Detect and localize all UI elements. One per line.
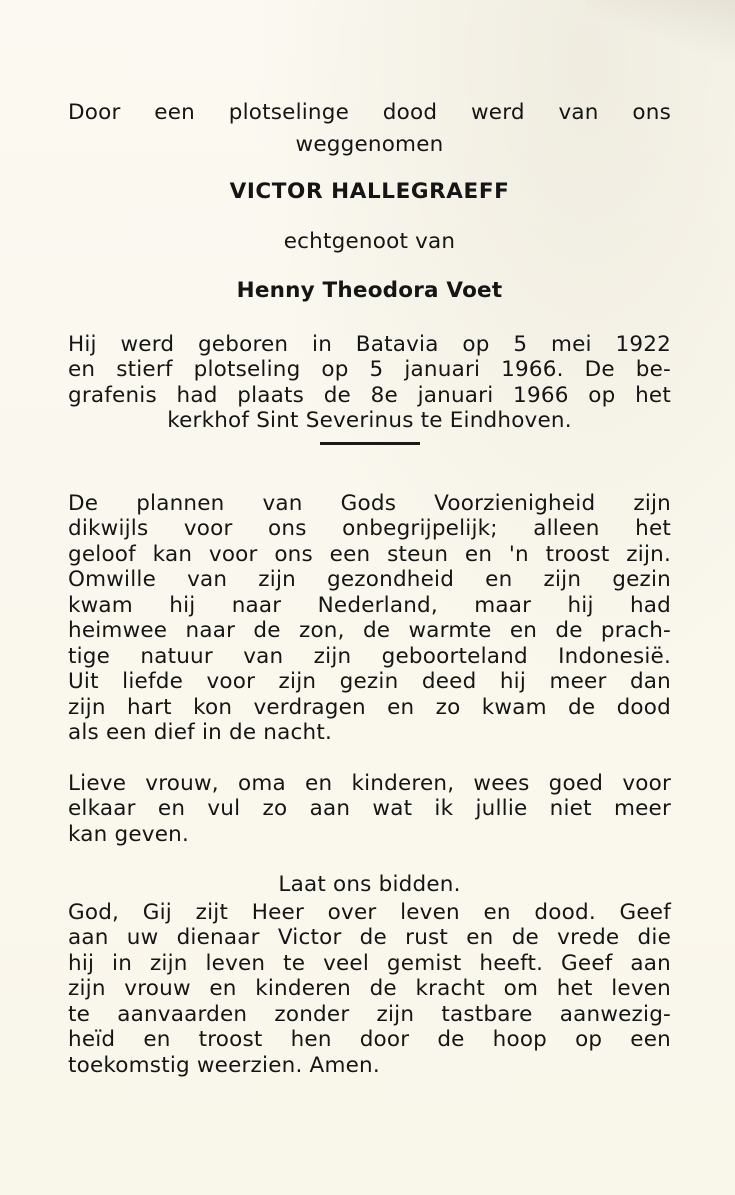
reflection-line: als een dief in de nacht.	[68, 720, 333, 745]
reflection-line: tige natuur van zijn geboorteland Indonesië.	[68, 643, 671, 669]
reflection-paragraph	[68, 491, 671, 746]
reflection-line: De plannen van Gods Voorzienigheid zijn	[68, 490, 671, 516]
reflection-line: geloof kan voor ons een steun en 'n troost zijn.	[68, 541, 671, 567]
intro-line-2: weggenomen	[295, 131, 444, 157]
reflection-line: dikwijls voor ons onbegrijpelijk; alleen het	[68, 516, 671, 541]
prayer-title: Laat ons bidden.	[278, 872, 461, 897]
bio-line: kerkhof Sint Severinus te Eindhoven.	[167, 408, 572, 433]
reflection-line: Omwille van zijn gezondheid en zijn gezin	[68, 567, 671, 592]
deceased-name: VICTOR HALLEGRAEFF	[229, 179, 510, 204]
spouse-label: echtgenoot van	[283, 228, 456, 254]
spouse-name: Henny Theodora Voet	[236, 278, 503, 303]
prayer-line: hij in zijn leven te veel gemist heeft. Geef aan	[68, 950, 671, 976]
family-message-paragraph	[68, 771, 671, 848]
family-message-line: kan geven.	[68, 821, 189, 847]
reflection-line: Uit liefde voor zijn gezin deed hij meer dan	[68, 669, 671, 694]
prayer-line: God, Gij zijt Heer over leven en dood. Geef	[68, 899, 671, 925]
prayer-line: zijn vrouw en kinderen de kracht om het leven	[68, 976, 671, 1001]
family-message-line: elkaar en vul zo aan wat ik jullie niet meer	[68, 796, 671, 821]
biography-paragraph	[68, 332, 671, 434]
reflection-line: zijn hart kon verdragen en zo kwam de dood	[68, 694, 671, 720]
prayer-line: te aanvaarden zonder zijn tastbare aanwezig-	[68, 1001, 671, 1027]
prayer-paragraph	[68, 900, 671, 1079]
prayer-line: aan uw dienaar Victor de rust en de vrede die	[68, 925, 671, 950]
reflection-line: heimwee naar de zon, de warmte en de prach-	[68, 618, 671, 643]
divider-rule	[320, 442, 420, 445]
bio-line: grafenis had plaats de 8e januari 1966 op het	[68, 382, 671, 408]
prayer-line: toekomstig weerzien. Amen.	[68, 1052, 380, 1078]
reflection-line: kwam hij naar Nederland, maar hij had	[68, 592, 671, 618]
paper-crease	[585, 0, 735, 70]
bio-line: en stierf plotseling op 5 januari 1966. De be-	[68, 357, 671, 382]
intro-line-1: Door een plotselinge dood werd van ons	[68, 100, 671, 125]
family-message-line: Lieve vrouw, oma en kinderen, wees goed voor	[68, 770, 671, 796]
bio-line: Hij werd geboren in Batavia op 5 mei 1922	[68, 331, 671, 357]
prayer-line: heïd en troost hen door de hoop op een	[68, 1027, 671, 1052]
